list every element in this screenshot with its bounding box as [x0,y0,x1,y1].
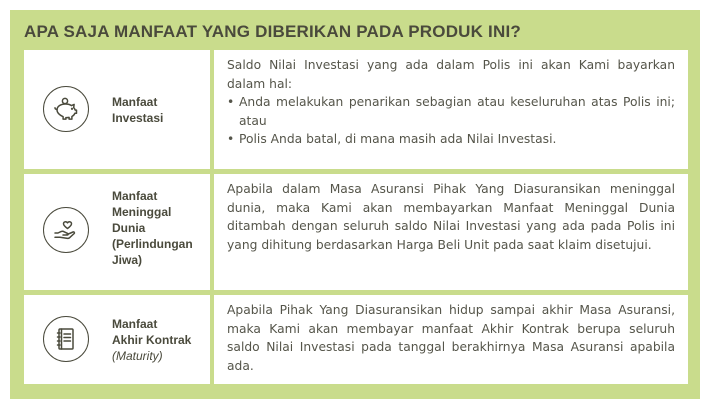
benefit-row-meninggal-dunia [24,174,688,290]
benefit-description [214,50,688,169]
benefit-description: Apabila dalam Masa Asuransi Pihak Yang Diasuransikan meninggal dunia, maka Kami akan membayarkan Manfaat Meninggal Dunia ditambah dengan seluruh saldo Nilai Investasi yang ada pada Polis ini yang dihitung berdasarkan Harga Beli Unit pada saat klaim disetujui. [214,174,688,290]
benefit-description: Apabila Pihak Yang Diasuransikan hidup sampai akhir Masa Asuransi, maka Kami akan membayar manfaat Akhir Kontrak berupa seluruh saldo Nilai Investasi pada tanggal berakhirnya Masa Asuransi apabila ada. [214,295,688,384]
benefit-label [112,94,208,126]
bullet-item: • Polis Anda batal, di mana masih ada Nilai Investasi. [227,130,675,149]
label-line: Meninggal [112,205,172,219]
description-bullet-list [227,93,675,149]
label-line: Akhir Kontrak [112,333,192,347]
hand-heart-icon [43,207,89,253]
notebook-icon [43,316,89,362]
label-line: (Perlindungan [112,237,193,251]
benefit-label-cell [24,295,210,384]
benefit-label-cell [24,174,210,290]
benefit-label [112,316,208,364]
benefit-label-cell [24,50,210,169]
label-line: Manfaat [112,95,158,109]
label-line: Manfaat [112,189,158,203]
benefit-row-akhir-kontrak [24,295,688,384]
label-line: Manfaat [112,317,158,331]
label-line: Dunia [112,221,146,235]
label-line: Investasi [112,111,164,125]
section-heading: APA SAJA MANFAAT YANG DIBERIKAN PADA PRODUK INI? [24,22,521,41]
benefit-row-investasi [24,50,688,169]
description-intro: Saldo Nilai Investasi yang ada dalam Polis ini akan Kami bayarkan dalam hal: [227,58,675,91]
bullet-item: • Anda melakukan penarikan sebagian atau keseluruhan atas Polis ini; atau [227,93,675,130]
label-line: Jiwa) [112,253,143,267]
label-subtitle: (Maturity) [112,349,163,363]
piggy-bank-icon [43,86,89,132]
benefits-panel [10,10,700,399]
benefit-label [112,188,208,268]
